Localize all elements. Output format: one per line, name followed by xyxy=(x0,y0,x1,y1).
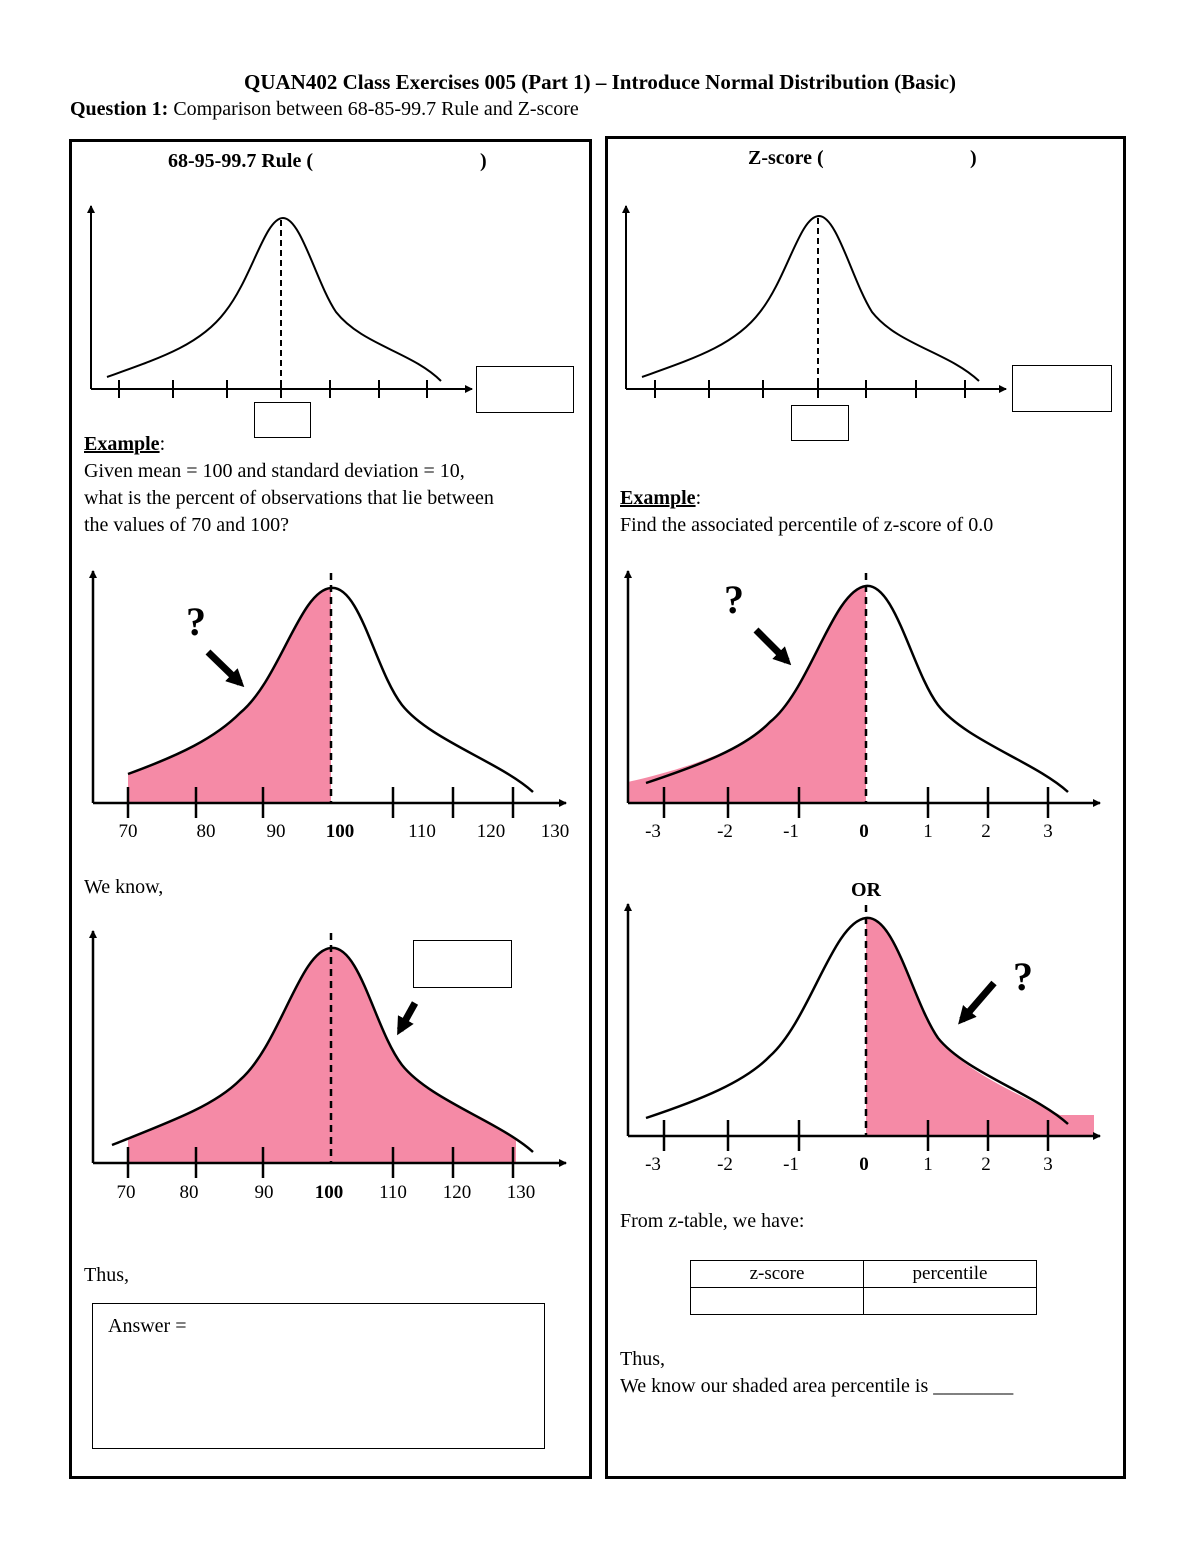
left-example-line-1: Given mean = 100 and standard deviation = 10, xyxy=(84,460,465,482)
right-example: Example: Find the associated percentile of z-score of 0.0 xyxy=(620,487,994,536)
right-low-axis-label: 3 xyxy=(1043,1154,1053,1175)
right-low-axis-label: 1 xyxy=(923,1154,933,1175)
right-top-answer-box[interactable] xyxy=(1012,365,1112,412)
right-top-mean-box[interactable] xyxy=(791,405,849,441)
or-label: OR xyxy=(851,879,881,901)
answer-box[interactable] xyxy=(92,1303,545,1449)
left-example: Example: Given mean = 100 and standard deviation = 10, what is the percent of observations that lie between the values of 70 and 100? xyxy=(84,433,494,536)
question-text: Comparison between 68-85-99.7 Rule and Z-score xyxy=(168,98,579,120)
left-heading: 68-95-99.7 Rule ( xyxy=(168,150,313,172)
left-example-label: Example xyxy=(84,433,160,455)
we-know-text: We know, xyxy=(84,876,164,898)
right-mid-axis-label: 1 xyxy=(923,821,933,842)
right-low-axis-label: -3 xyxy=(645,1154,661,1175)
left-low-axis-label: 70 xyxy=(116,1182,136,1203)
left-example-line-2: what is the percent of observations that lie between xyxy=(84,487,494,509)
right-low-axis-label: -2 xyxy=(717,1154,733,1175)
right-low-axis-label: -1 xyxy=(783,1154,799,1175)
right-low-axis-label: 0 xyxy=(859,1154,869,1175)
left-thus: Thus, xyxy=(84,1264,129,1286)
left-mid-curve-diagram xyxy=(93,571,566,818)
left-mid-axis-label: 70 xyxy=(118,821,138,842)
question-mark-right-mid: ? xyxy=(724,577,744,622)
ztable-intro: From z-table, we have: xyxy=(620,1210,805,1232)
left-mid-axis-label: 90 xyxy=(266,821,286,842)
right-thus xyxy=(620,1346,1013,1400)
left-mid-axis-label: 130 xyxy=(540,821,570,842)
page-title: QUAN402 Class Exercises 005 (Part 1) – Introduce Normal Distribution (Basic) xyxy=(243,70,956,94)
right-low-axis-label: 2 xyxy=(981,1154,991,1175)
ztable-percentile-cell[interactable] xyxy=(864,1288,1037,1315)
right-heading: Z-score ( xyxy=(748,147,824,169)
right-thus-text: Thus, xyxy=(620,1348,665,1370)
right-mid-axis-label: 0 xyxy=(859,821,869,842)
right-mid-axis-label: -2 xyxy=(717,821,733,842)
left-low-answer-box[interactable] xyxy=(413,940,512,988)
question-mark-right-low: ? xyxy=(1013,954,1033,999)
ztable-value-row xyxy=(691,1288,1037,1315)
left-mid-axis-label: 110 xyxy=(408,821,436,842)
left-mid-axis-label: 100 xyxy=(325,821,355,842)
left-low-axis-label: 90 xyxy=(254,1182,274,1203)
ztable-zscore-cell[interactable] xyxy=(691,1288,864,1315)
left-low-axis-label: 130 xyxy=(506,1182,536,1203)
left-example-line-3: the values of 70 and 100? xyxy=(84,514,289,536)
left-low-axis-label: 110 xyxy=(379,1182,407,1203)
left-top-answer-box[interactable] xyxy=(476,366,574,413)
right-low-curve-diagram xyxy=(628,904,1100,1151)
right-mid-axis-label: -3 xyxy=(645,821,661,842)
question-mark-left-mid: ? xyxy=(186,599,206,644)
right-mid-axis-label: -1 xyxy=(783,821,799,842)
ztable xyxy=(690,1260,1037,1315)
right-mid-curve-diagram xyxy=(628,571,1100,818)
right-top-curve-diagram xyxy=(626,206,1006,398)
answer-label: Answer = xyxy=(108,1315,187,1337)
right-mid-axis-label: 2 xyxy=(981,821,991,842)
ztable-header-row xyxy=(691,1261,1037,1288)
left-top-curve-diagram xyxy=(91,206,472,398)
left-low-axis-label: 100 xyxy=(314,1182,344,1203)
left-mid-axis-label: 120 xyxy=(476,821,506,842)
right-example-text: Find the associated percentile of z-score of 0.0 xyxy=(620,514,994,536)
right-conclusion: We know our shaded area percentile is ________ xyxy=(620,1375,1014,1397)
left-low-axis-label: 120 xyxy=(442,1182,472,1203)
left-mid-axis-label: 80 xyxy=(196,821,216,842)
question-label: Question 1: xyxy=(70,98,169,120)
right-heading-close: ) xyxy=(970,147,977,169)
left-heading-close: ) xyxy=(480,150,487,172)
right-mid-axis-label: 3 xyxy=(1043,821,1053,842)
ztable-header-zscore: z-score xyxy=(691,1261,864,1288)
left-low-axis-label: 80 xyxy=(179,1182,199,1203)
ztable-header-percentile: percentile xyxy=(864,1261,1037,1288)
right-example-label: Example xyxy=(620,487,696,509)
